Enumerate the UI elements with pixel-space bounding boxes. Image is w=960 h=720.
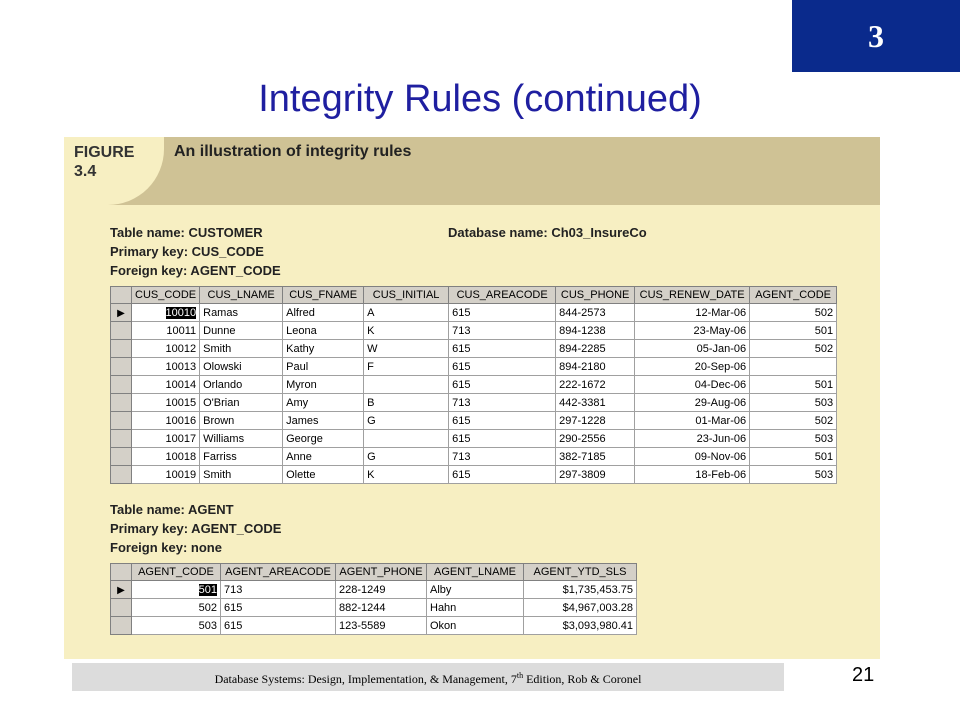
- customer-cell[interactable]: 20-Sep-06: [635, 358, 750, 376]
- customer-corner-header: [111, 287, 132, 304]
- customer-cell[interactable]: Olette: [283, 466, 364, 484]
- customer-cell[interactable]: 04-Dec-06: [635, 376, 750, 394]
- row-selector[interactable]: [111, 358, 132, 376]
- agent-cell[interactable]: $3,093,980.41: [524, 617, 637, 635]
- customer-cell[interactable]: Myron: [283, 376, 364, 394]
- customer-cell[interactable]: 23-Jun-06: [635, 430, 750, 448]
- customer-cell[interactable]: 501: [750, 322, 837, 340]
- customer-column-header[interactable]: CUS_FNAME: [283, 287, 364, 304]
- figure-caption: An illustration of integrity rules: [174, 143, 412, 160]
- customer-cell[interactable]: G: [364, 448, 449, 466]
- customer-primary-key: Primary key: CUS_CODE: [110, 244, 264, 259]
- agent-foreign-key: Foreign key: none: [110, 540, 222, 555]
- customer-cell[interactable]: 09-Nov-06: [635, 448, 750, 466]
- customer-cell[interactable]: K: [364, 322, 449, 340]
- customer-cell[interactable]: James: [283, 412, 364, 430]
- page-number: 21: [852, 664, 875, 686]
- row-selector[interactable]: [111, 376, 132, 394]
- row-selector[interactable]: [111, 581, 132, 599]
- agent-column-header[interactable]: AGENT_CODE: [132, 564, 221, 581]
- customer-cell[interactable]: 615: [449, 466, 556, 484]
- agent-cell[interactable]: 713: [221, 581, 336, 599]
- customer-cell[interactable]: 12-Mar-06: [635, 304, 750, 322]
- customer-cell[interactable]: F: [364, 358, 449, 376]
- agent-cell[interactable]: Okon: [427, 617, 524, 635]
- agent-cell[interactable]: Hahn: [427, 599, 524, 617]
- selected-cell-value: 10010: [165, 306, 197, 319]
- agent-cell[interactable]: 503: [132, 617, 221, 635]
- customer-cell[interactable]: George: [283, 430, 364, 448]
- customer-row[interactable]: [111, 448, 837, 466]
- customer-cell[interactable]: 23-May-06: [635, 322, 750, 340]
- current-row-arrow-icon: ▶: [117, 307, 125, 319]
- agent-cell[interactable]: $1,735,453.75: [524, 581, 637, 599]
- customer-cell[interactable]: Leona: [283, 322, 364, 340]
- customer-cell[interactable]: Williams: [200, 430, 283, 448]
- customer-cell[interactable]: 502: [750, 304, 837, 322]
- customer-cell[interactable]: 503: [750, 394, 837, 412]
- agent-row[interactable]: [111, 617, 637, 635]
- customer-cell[interactable]: 894-1238: [556, 322, 635, 340]
- figure-label: [74, 143, 134, 181]
- customer-column-header[interactable]: CUS_CODE: [132, 287, 200, 304]
- customer-row[interactable]: [111, 358, 837, 376]
- row-selector[interactable]: [111, 322, 132, 340]
- customer-cell[interactable]: [750, 358, 837, 376]
- customer-cell[interactable]: 382-7185: [556, 448, 635, 466]
- customer-cell[interactable]: 894-2180: [556, 358, 635, 376]
- row-selector[interactable]: [111, 412, 132, 430]
- customer-row[interactable]: [111, 466, 837, 484]
- agent-column-header[interactable]: AGENT_PHONE: [336, 564, 427, 581]
- customer-cell[interactable]: 10013: [132, 358, 200, 376]
- chapter-number-box: [792, 0, 960, 72]
- customer-cell[interactable]: 10014: [132, 376, 200, 394]
- agent-column-header[interactable]: AGENT_LNAME: [427, 564, 524, 581]
- customer-cell[interactable]: Ramas: [200, 304, 283, 322]
- footer-superscript: th: [516, 671, 524, 680]
- agent-corner-header: [111, 564, 132, 581]
- customer-table: [110, 286, 837, 484]
- customer-cell[interactable]: 10016: [132, 412, 200, 430]
- customer-column-header[interactable]: AGENT_CODE: [750, 287, 837, 304]
- footer-text-end: Edition, Rob & Coronel: [523, 672, 642, 686]
- customer-row[interactable]: [111, 322, 837, 340]
- row-selector[interactable]: [111, 394, 132, 412]
- agent-cell[interactable]: 615: [221, 599, 336, 617]
- customer-cell[interactable]: Smith: [200, 466, 283, 484]
- row-selector[interactable]: [111, 430, 132, 448]
- customer-cell[interactable]: 297-1228: [556, 412, 635, 430]
- agent-cell[interactable]: $4,967,003.28: [524, 599, 637, 617]
- customer-cell[interactable]: 05-Jan-06: [635, 340, 750, 358]
- customer-cell[interactable]: 894-2285: [556, 340, 635, 358]
- customer-cell[interactable]: 502: [750, 340, 837, 358]
- customer-cell[interactable]: Dunne: [200, 322, 283, 340]
- customer-cell[interactable]: Anne: [283, 448, 364, 466]
- figure-label-line1: FIGURE: [74, 144, 135, 161]
- customer-cell[interactable]: Kathy: [283, 340, 364, 358]
- customer-cell[interactable]: [364, 376, 449, 394]
- customer-cell[interactable]: 297-3809: [556, 466, 635, 484]
- customer-cell[interactable]: 290-2556: [556, 430, 635, 448]
- customer-row[interactable]: [111, 340, 837, 358]
- row-selector[interactable]: [111, 448, 132, 466]
- agent-cell[interactable]: 228-1249: [336, 581, 427, 599]
- agent-cell[interactable]: 502: [132, 599, 221, 617]
- figure-panel: [64, 137, 880, 659]
- customer-row[interactable]: [111, 430, 837, 448]
- agent-cell[interactable]: 123-5589: [336, 617, 427, 635]
- customer-cell[interactable]: 502: [750, 412, 837, 430]
- customer-cell[interactable]: 10017: [132, 430, 200, 448]
- customer-row[interactable]: [111, 376, 837, 394]
- footer-citation: [72, 671, 784, 687]
- customer-cell[interactable]: 615: [449, 376, 556, 394]
- customer-cell[interactable]: 01-Mar-06: [635, 412, 750, 430]
- customer-cell[interactable]: 501: [750, 448, 837, 466]
- customer-cell[interactable]: Farriss: [200, 448, 283, 466]
- customer-cell[interactable]: 713: [449, 394, 556, 412]
- chapter-number: 3: [868, 17, 884, 54]
- customer-cell[interactable]: 615: [449, 412, 556, 430]
- customer-row[interactable]: [111, 394, 837, 412]
- agent-cell[interactable]: 615: [221, 617, 336, 635]
- slide-title: Integrity Rules (continued): [258, 78, 702, 120]
- customer-column-header[interactable]: CUS_LNAME: [200, 287, 283, 304]
- customer-cell[interactable]: B: [364, 394, 449, 412]
- row-selector[interactable]: [111, 466, 132, 484]
- customer-column-header[interactable]: CUS_RENEW_DATE: [635, 287, 750, 304]
- row-selector[interactable]: [111, 304, 132, 322]
- customer-row[interactable]: [111, 304, 837, 322]
- agent-row[interactable]: [111, 599, 637, 617]
- customer-column-header[interactable]: CUS_INITIAL: [364, 287, 449, 304]
- customer-cell[interactable]: 615: [449, 430, 556, 448]
- customer-cell[interactable]: 222-1672: [556, 376, 635, 394]
- database-name: Database name: Ch03_InsureCo: [448, 225, 647, 240]
- agent-cell[interactable]: Alby: [427, 581, 524, 599]
- agent-primary-key: Primary key: AGENT_CODE: [110, 521, 282, 536]
- current-row-arrow-icon: ▶: [117, 584, 125, 596]
- customer-cell[interactable]: [364, 430, 449, 448]
- customer-cell[interactable]: 844-2573: [556, 304, 635, 322]
- customer-column-header[interactable]: CUS_PHONE: [556, 287, 635, 304]
- customer-cell[interactable]: 442-3381: [556, 394, 635, 412]
- customer-row[interactable]: [111, 412, 837, 430]
- customer-cell[interactable]: Smith: [200, 340, 283, 358]
- customer-cell[interactable]: A: [364, 304, 449, 322]
- agent-row[interactable]: [111, 581, 637, 599]
- customer-cell[interactable]: Paul: [283, 358, 364, 376]
- customer-cell[interactable]: Amy: [283, 394, 364, 412]
- customer-cell[interactable]: 713: [449, 448, 556, 466]
- footer-text-main: Database Systems: Design, Implementation, & Management, 7: [214, 672, 517, 686]
- customer-cell[interactable]: 10011: [132, 322, 200, 340]
- selected-cell-value: 501: [198, 583, 217, 596]
- customer-cell[interactable]: O'Brian: [200, 394, 283, 412]
- customer-cell[interactable]: 615: [449, 304, 556, 322]
- agent-table: [110, 563, 637, 635]
- customer-cell[interactable]: G: [364, 412, 449, 430]
- customer-table-meta: [110, 223, 281, 280]
- customer-cell[interactable]: Brown: [200, 412, 283, 430]
- customer-cell[interactable]: Olowski: [200, 358, 283, 376]
- customer-cell[interactable]: 10015: [132, 394, 200, 412]
- customer-cell[interactable]: 29-Aug-06: [635, 394, 750, 412]
- customer-cell[interactable]: 10018: [132, 448, 200, 466]
- row-selector[interactable]: [111, 617, 132, 635]
- customer-column-header[interactable]: CUS_AREACODE: [449, 287, 556, 304]
- customer-cell[interactable]: 503: [750, 466, 837, 484]
- customer-cell[interactable]: 18-Feb-06: [635, 466, 750, 484]
- agent-table-name: Table name: AGENT: [110, 502, 234, 517]
- agent-table-meta: [110, 500, 281, 557]
- customer-cell[interactable]: Orlando: [200, 376, 283, 394]
- customer-cell[interactable]: 10012: [132, 340, 200, 358]
- customer-cell[interactable]: 10019: [132, 466, 200, 484]
- customer-cell[interactable]: 713: [449, 322, 556, 340]
- customer-cell[interactable]: 615: [449, 358, 556, 376]
- customer-foreign-key: Foreign key: AGENT_CODE: [110, 263, 281, 278]
- agent-column-header[interactable]: AGENT_AREACODE: [221, 564, 336, 581]
- customer-table-name: Table name: CUSTOMER: [110, 225, 263, 240]
- row-selector[interactable]: [111, 340, 132, 358]
- row-selector[interactable]: [111, 599, 132, 617]
- customer-cell[interactable]: Alfred: [283, 304, 364, 322]
- customer-cell[interactable]: W: [364, 340, 449, 358]
- agent-column-header[interactable]: AGENT_YTD_SLS: [524, 564, 637, 581]
- customer-cell[interactable]: 615: [449, 340, 556, 358]
- agent-cell[interactable]: 882-1244: [336, 599, 427, 617]
- customer-cell[interactable]: 501: [750, 376, 837, 394]
- customer-cell[interactable]: 503: [750, 430, 837, 448]
- customer-cell[interactable]: [132, 304, 200, 322]
- agent-cell[interactable]: [132, 581, 221, 599]
- figure-label-line2: 3.4: [74, 163, 97, 180]
- customer-cell[interactable]: K: [364, 466, 449, 484]
